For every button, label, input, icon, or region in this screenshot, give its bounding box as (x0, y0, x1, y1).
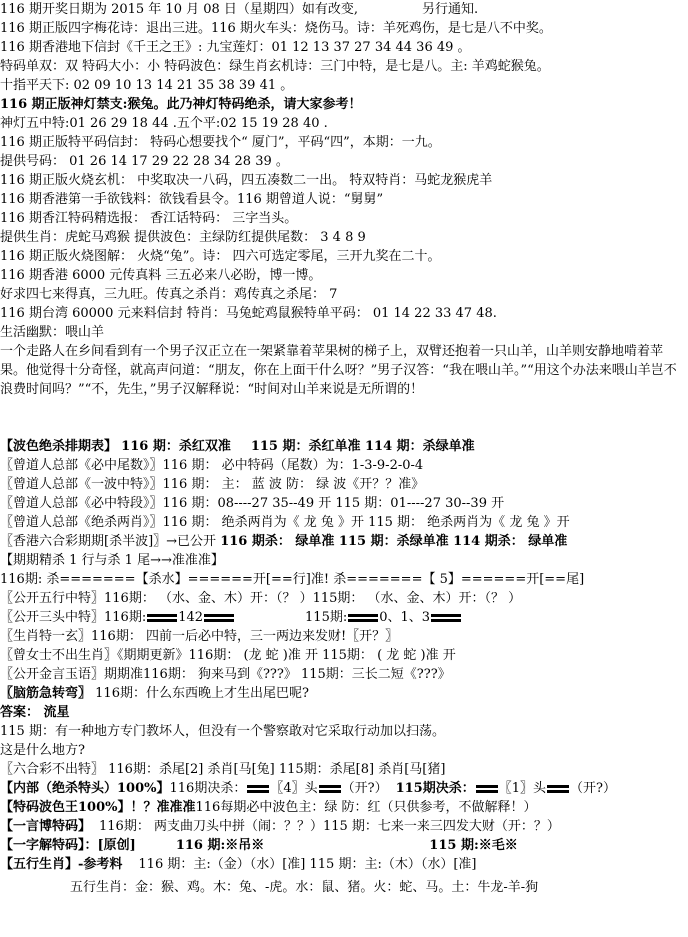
line-14: 116 期正版火烧图解： 火烧“兔”。诗： 四六可选定零尾，三开九奖在二十。 (0, 249, 441, 264)
row-bose-title: 【波色绝杀排期表】 (0, 439, 118, 454)
row-bose (0, 437, 688, 456)
row-santou-116-value: 142 (178, 610, 204, 625)
line-10: 116 期正版火烧玄机： 中奖取决一八码，四五凑数二一出。 特双特肖：马蛇龙猴虎羊 (0, 173, 493, 188)
row-riddle-end: 这是什么地方? (0, 743, 85, 758)
row-banbo (0, 532, 688, 551)
block-bar (147, 614, 177, 622)
row-banbo-values: 116 期杀： 绿单准 115 期：杀绿单准 114 期杀： 绿单准 (220, 534, 568, 549)
row-wuxingxiao-text: 116 期：主:（金）（水）[准] 115 期：主:（木）（水）[准] (138, 857, 477, 872)
row-santou-115: 115期: (305, 610, 348, 625)
row-neibu-115: 115期决杀： (395, 781, 475, 796)
row-santou-116: 〖公开三头中特〗116期: (0, 610, 147, 625)
row-liangxiao: 〖曾道人总部《绝杀两肖》〗116 期： 绝杀两肖为《 龙 兔 》开 115 期： 绝杀两肖为《 龙 兔 》开 (0, 515, 570, 530)
row-naojin (0, 684, 688, 703)
row-riddle: 115 期：有一种地方专门教坏人，但没有一个警察敢对它采取行动加以扫荡。 (0, 724, 445, 739)
line-1-text: 116 期开奖日期为 2015 年 10 月 08 日（星期四）如有改变, (0, 2, 359, 17)
line-2: 116 期正版四字梅花诗：退出三进。116 期火车头：烧伤马。诗：羊死鸡伤，是七是八不中奖。 (0, 21, 552, 36)
row-yizi-title: 【一字解特码】：[原创] (0, 838, 136, 853)
row-teduan: 〖曾道人总部《必中特段》〗116 期：08----27 35--49 开 115 期：01----27 30--39 开 (0, 496, 505, 511)
row-bosewang-title: 【特码波色王100%】！？准准准 (0, 800, 196, 815)
row-yixuan: 〖生肖特一玄〗116期： 四前一后必中特，三一两边来发财!〖开？〗 (0, 629, 399, 644)
row-naojin-question: 116期：什么东西晚上才生出尾巴呢? (95, 686, 309, 701)
line-4: 特码单双：双 特码大小：小 特码波色：绿生肖玄机诗：三门中特，是七是八。主: 羊鸡蛇猴兔。 (0, 59, 550, 74)
row-yiyan-title: 【一言博特码】 (0, 819, 92, 834)
block-bar (431, 614, 461, 622)
line-15: 116 期香港 6000 元传真料 三五必来八必盼，博一博。 (0, 268, 322, 283)
row-buchute: 〖六合彩不出特〗 116期：杀尾[2] 杀肖[马[兔] 115期：杀尾[8] 杀肖[马[猪] (0, 762, 446, 777)
row-neibu-116: 116期决杀： (169, 781, 247, 796)
row-naojin-title: 〖脑筋急转弯〗 (0, 686, 92, 701)
row-bose-116: 116 期：杀红双准 (121, 439, 231, 454)
row-neibu-115-open: （开?） (570, 781, 616, 796)
row-weishu: 〖曾道人总部《必中尾数》〗116 期： 必中特码（尾数）为：1-3-9-2-0-4 (0, 458, 424, 473)
line-9: 提供号码： 01 26 14 17 29 22 28 34 28 39 。 (0, 154, 289, 169)
row-yizi (0, 836, 688, 855)
row-neibu (0, 779, 688, 798)
row-wuxing: 〖公开五行中特〗116期： （水、金、木）开：（？ ）115期： （水、金、木）开：（？ ） (0, 591, 522, 606)
row-neibu-115-head: 〖1〗头 (498, 781, 547, 796)
row-wuxingxiao-title: 【五行生肖】-参考料 (0, 857, 123, 872)
humor-story: 一个走路人在乡间看到有一个男子汉正立在一架紧靠着苹果树的梯子上，双臂还抱着一只山羊，山羊则安静地啃着苹果。他觉得十分奇怪，就高声问道：“朋友，你在上面干什么呀？”男子汉答：“我在喂山羊。”“用这个办法来喂山羊岂不浪费时间吗？”“不，先生，”男子汉解释说：“时间对山羊来说是无所谓的！ (0, 344, 677, 397)
row-bosewang-text: 116每期必中波色主：绿 防：红（只供参考，不做解释！） (195, 800, 537, 815)
row-yiyan (0, 817, 688, 836)
block-bar (247, 785, 269, 793)
row-neibu-116-head: 〖4〗头 (270, 781, 318, 796)
line-13: 提供生肖：虎蛇马鸡猴 提供波色：主绿防红提供尾数： 3 4 8 9 (0, 230, 366, 245)
block-bar (319, 785, 341, 793)
line-17: 116 期台湾 60000 元来料信封 特肖：马兔蛇鸡鼠猴特单平码： 01 14 22 33 47 48. (0, 306, 497, 321)
line-7: 神灯五中特:01 26 29 18 44 .五个平:02 15 19 28 40 . (0, 116, 328, 131)
row-jingsha: 【期期精杀 1 行与杀 1 尾→→准准准】 (0, 553, 224, 568)
line-8: 116 期正版特平码信封： 特码心想要找个“ 厦门”，平码“四”，本期：一九。 (0, 135, 441, 150)
block-bar (547, 785, 569, 793)
block-bar (204, 614, 234, 622)
row-wuxing-list: 五行生肖：金：猴、鸡。木：兔、-虎。水：鼠、猪。火：蛇、马。土：牛龙-羊-狗 (70, 880, 539, 895)
line-5: 十指平天下: 02 09 10 13 14 21 35 38 39 41 。 (0, 78, 294, 93)
row-yiyan-text: 116期： 两支曲刀头中拼（闹：？？）115 期：七来一来三四发大财（开：？） (99, 819, 560, 834)
row-shashui: 116期: 杀=======【杀水】======开[==行]准! 杀=======【 5】======开[==尾] (0, 572, 585, 587)
line-3: 116 期香港地下信封《千王之王》: 九宝莲灯：01 12 13 37 27 34 44 36 49 。 (0, 40, 471, 55)
line-1-tail: 另行通知. (422, 2, 479, 17)
row-santou-115-value: 0、1、3 (379, 610, 431, 625)
line-16: 好求四七来得真，三九旺。传真之杀肖：鸡传真之杀尾： 7 (0, 287, 338, 302)
block-bar (476, 785, 498, 793)
row-yizi-116: 116 期:※吊※ (175, 838, 265, 853)
row-neibu-116-open: （开?） (341, 781, 388, 796)
block-bar (348, 614, 378, 622)
line-18: 生活幽默：喂山羊 (0, 325, 105, 340)
row-bosewang (0, 798, 688, 817)
row-answer: 答案： 流星 (0, 705, 70, 720)
row-bose-115: 115 期：杀红单准 114 期：杀绿单准 (250, 439, 475, 454)
row-banbo-title: 〖香港六合彩期期[杀半波]〗→已公开 (0, 534, 217, 549)
row-yizi-115: 115 期:※毛※ (429, 838, 518, 853)
row-yibo: 〖曾道人总部《一波中特》〗116 期： 主： 蓝 波 防： 绿 波《开？？准》 (0, 477, 425, 492)
row-buchu: 〖曾女士不出生肖〗《期期更新》116期： (龙 蛇 )准 开 115期： ( 龙 蛇 )准 开 (0, 648, 456, 663)
row-jinyan: 〖公开金言玉语〗期期准116期： 狗来马到《???》 115期：三长二短《???》 (0, 667, 451, 682)
line-6: 116 期正版神灯禁支:猴兔。此乃神灯特码绝杀，请大家参考！ (0, 97, 362, 112)
row-wuxingxiao (0, 855, 688, 874)
line-11: 116 期香港第一手欲钱料：欲钱看县令。116 期曾道人说：“舅舅” (0, 192, 384, 207)
row-neibu-title: 【内部（绝杀特头）100%】 (0, 781, 170, 796)
row-santou (0, 608, 688, 627)
line-1 (0, 0, 688, 19)
line-12: 116 期香江特码精选报： 香江话特码： 三字当头。 (0, 211, 298, 226)
